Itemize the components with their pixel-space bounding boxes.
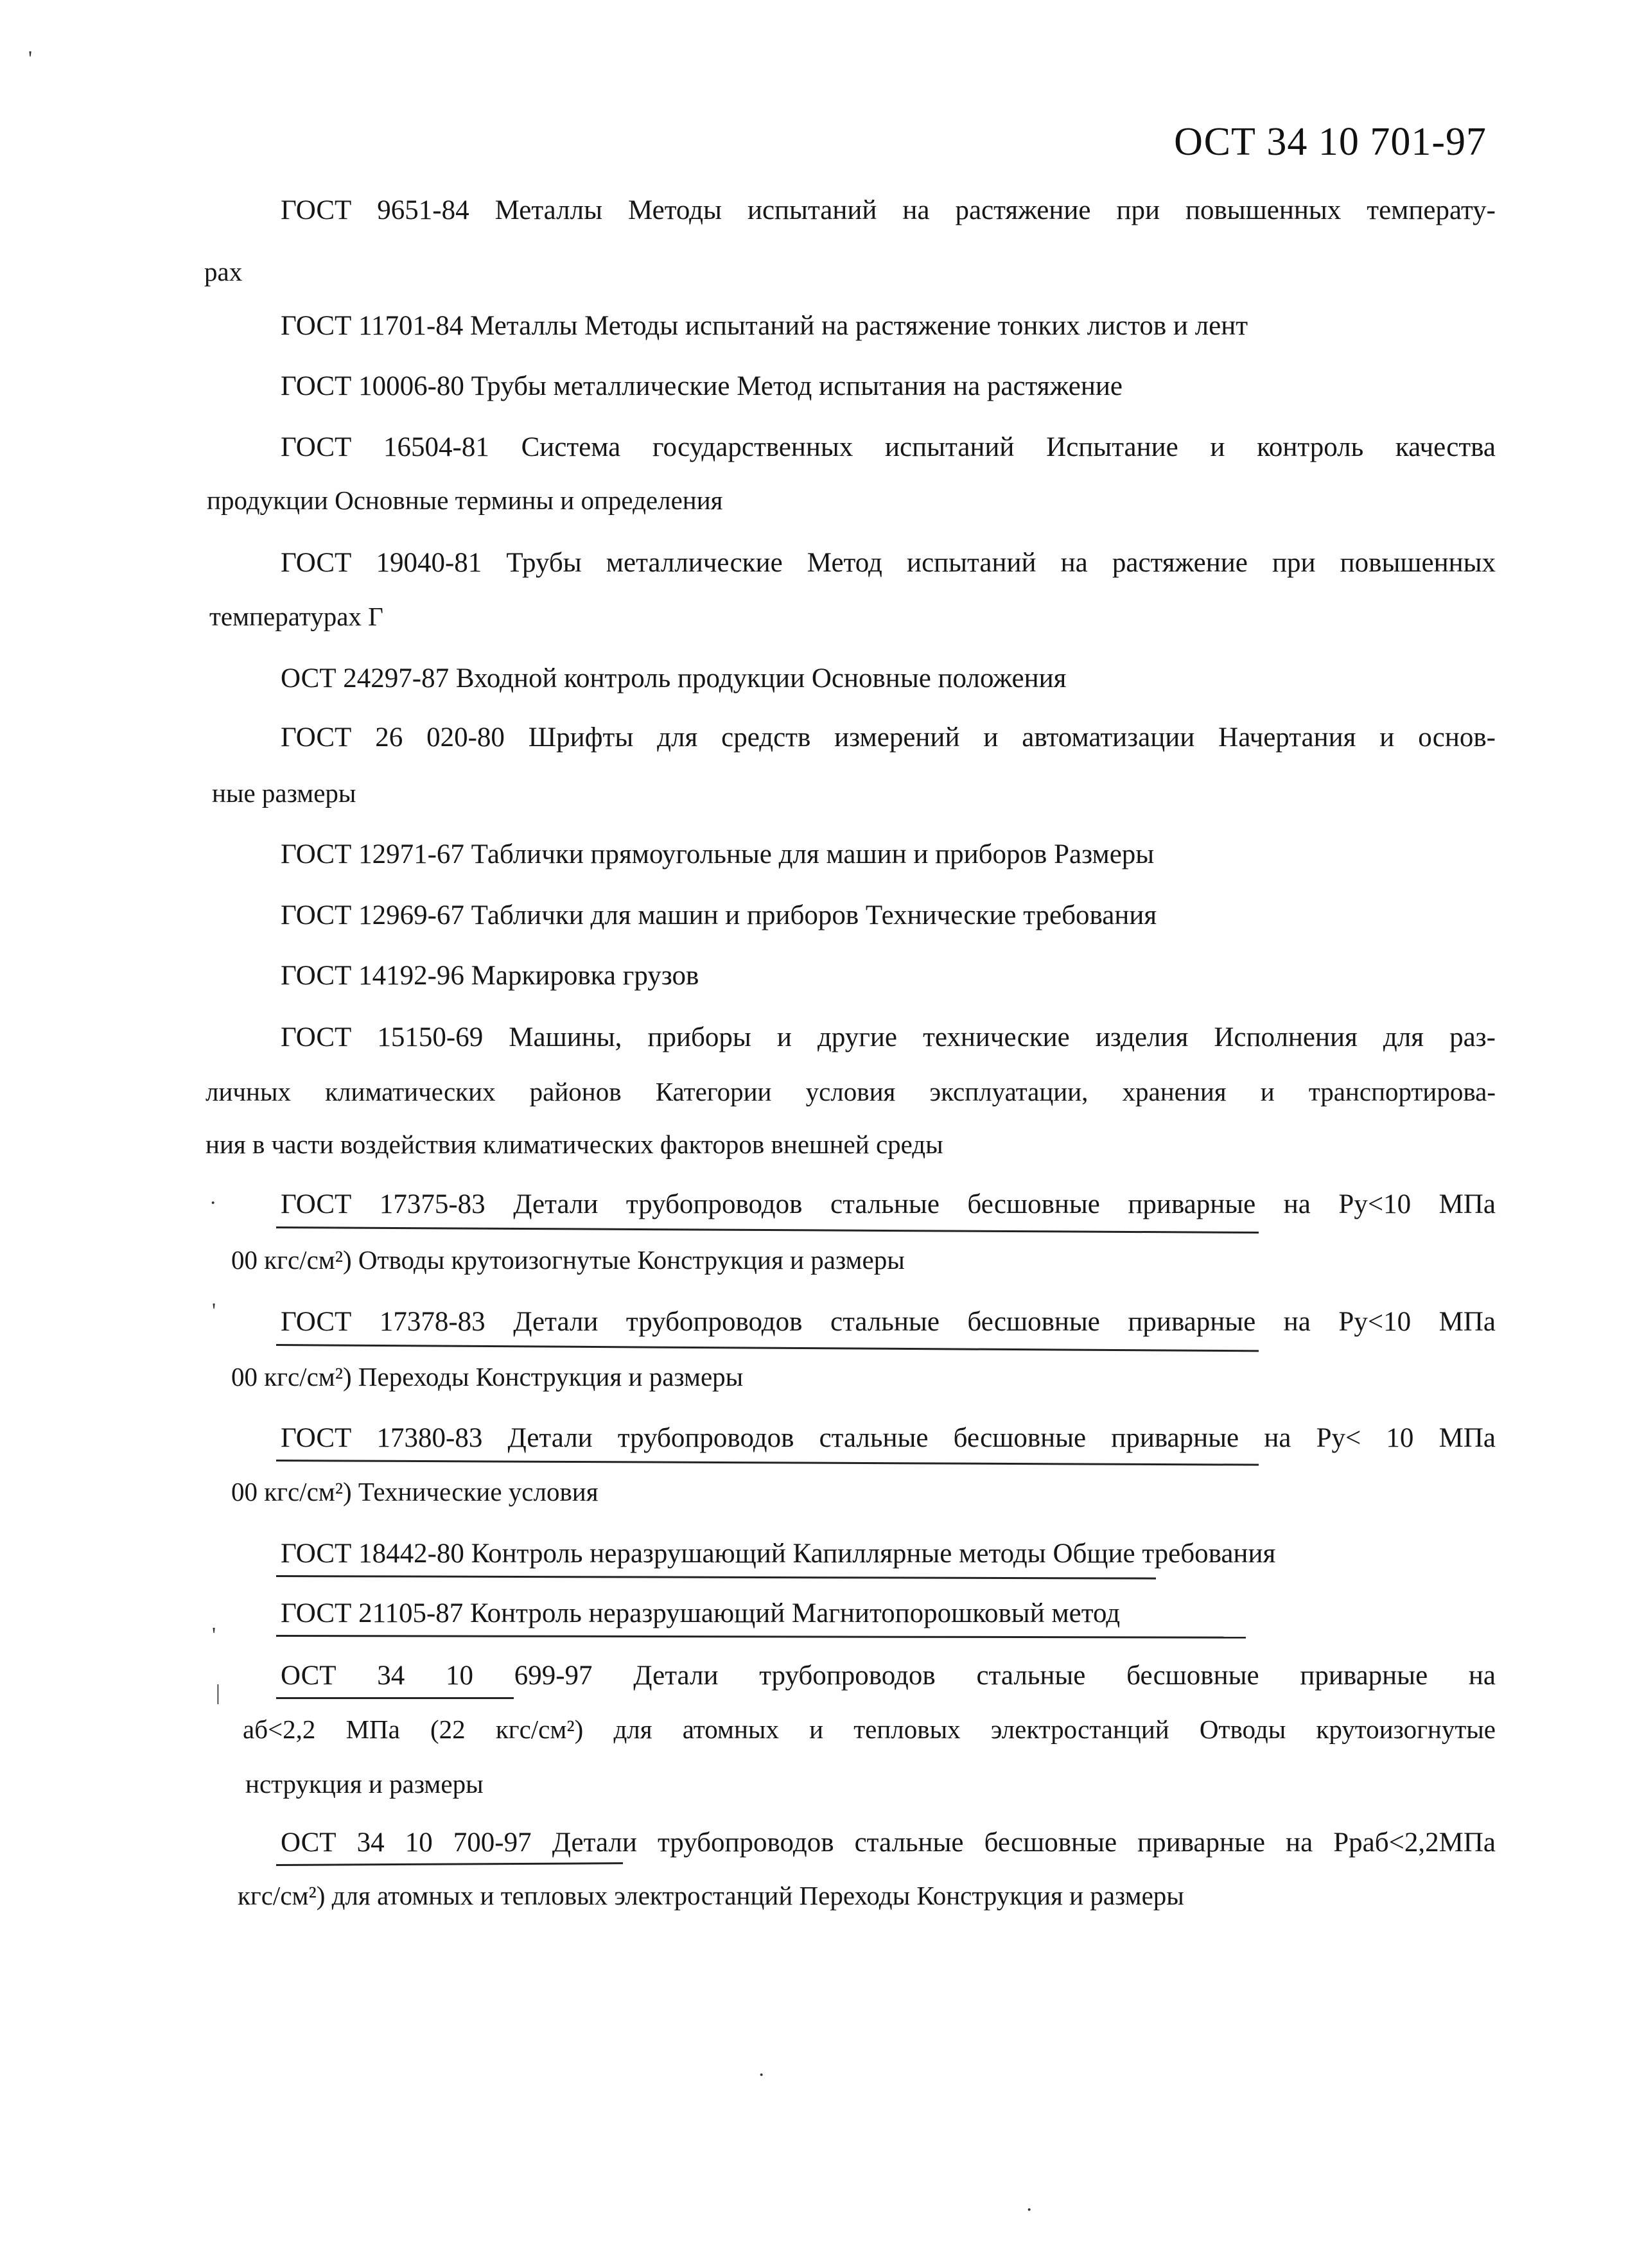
scan-speck: ' — [28, 47, 33, 71]
reference-line: ГОСТ 19040-81 Трубы металлические Метод испытаний на растяжение при повышенных — [281, 548, 1496, 578]
reference-continuation: ные размеры — [212, 778, 356, 808]
reference-continuation: 00 кгс/см²) Отводы крутоизогнутые Конструкция и размеры — [231, 1245, 905, 1275]
reference-line: ГОСТ 12969-67 Таблички для машин и приборов Технические требования — [281, 900, 1157, 930]
reference-line: ГОСТ 21105-87 Контроль неразрушающий Магнитопорошковый метод — [281, 1598, 1121, 1628]
reference-line: ГОСТ 14192-96 Маркировка грузов — [281, 961, 699, 991]
handwritten-underline — [276, 1635, 1246, 1639]
reference-line: ГОСТ 17378-83 Детали трубопроводов стальные бесшовные приварные на Ру<10 МПа — [281, 1307, 1496, 1337]
reference-continuation: 00 кгс/см²) Технические условия — [231, 1477, 599, 1506]
reference-line: ГОСТ 15150-69 Машины, приборы и другие технические изделия Исполнения для раз- — [281, 1022, 1496, 1052]
reference-line: ГОСТ 17380-83 Детали трубопроводов стальные бесшовные приварные на Ру< 10 МПа — [281, 1423, 1496, 1453]
handwritten-underline — [276, 1697, 514, 1699]
reference-continuation: аб<2,2 МПа (22 кгс/см²) для атомных и тепловых электростанций Отводы крутоизогнутые — [243, 1714, 1496, 1744]
scan-speck: · — [758, 2063, 765, 2087]
document-code: ОСТ 34 10 701-97 — [1174, 120, 1487, 164]
reference-continuation: температурах Г — [209, 602, 383, 631]
handwritten-underline — [276, 1344, 1259, 1352]
handwritten-underline — [276, 1575, 1156, 1580]
reference-line: ГОСТ 11701-84 Металлы Методы испытаний на растяжение тонких листов и лент — [281, 311, 1248, 341]
reference-line: ГОСТ 10006-80 Трубы металлические Метод испытания на растяжение — [281, 371, 1123, 401]
reference-continuation: 00 кгс/см²) Переходы Конструкция и размеры — [231, 1362, 744, 1391]
reference-continuation: ния в части воздействия климатических факторов внешней среды — [206, 1130, 943, 1159]
reference-line: ГОСТ 16504-81 Система государственных испытаний Испытание и контроль качества — [281, 432, 1496, 462]
reference-continuation: кгс/см²) для атомных и тепловых электростанций Переходы Конструкция и размеры — [238, 1881, 1184, 1910]
reference-line: ГОСТ 26 020-80 Шрифты для средств измерений и автоматизации Начертания и основ- — [281, 722, 1496, 753]
reference-continuation: продукции Основные термины и определения — [207, 485, 723, 515]
reference-line: ОСТ 24297-87 Входной контроль продукции Основные положения — [281, 663, 1067, 693]
reference-continuation: личных климатических районов Категории условия эксплуатации, хранения и транспортирова- — [206, 1077, 1496, 1106]
scan-speck: ' — [212, 1299, 216, 1323]
scan-speck: · — [1026, 2198, 1033, 2222]
scan-speck: ' — [212, 1623, 216, 1647]
reference-line: ГОСТ 18442-80 Контроль неразрушающий Капиллярные методы Общие требования — [281, 1539, 1276, 1569]
reference-continuation: рах — [204, 257, 243, 286]
handwritten-underline — [276, 1460, 1259, 1466]
handwritten-underline — [276, 1226, 1259, 1234]
reference-line: ГОСТ 17375-83 Детали трубопроводов стальные бесшовные приварные на Ру<10 МПа — [281, 1189, 1496, 1219]
reference-continuation: нструкция и размеры — [245, 1769, 484, 1799]
handwritten-underline — [276, 1862, 623, 1866]
scan-speck: | — [216, 1681, 220, 1705]
reference-line: ГОСТ 12971-67 Таблички прямоугольные для машин и приборов Размеры — [281, 839, 1155, 869]
reference-line: ГОСТ 9651-84 Металлы Методы испытаний на растяжение при повышенных температу- — [281, 195, 1496, 225]
scan-speck: · — [209, 1191, 217, 1215]
reference-line: ОСТ 34 10 700-97 Детали трубопроводов стальные бесшовные приварные на Рраб<2,2МПа — [281, 1827, 1496, 1858]
reference-line: ОСТ 34 10 699-97 Детали трубопроводов стальные бесшовные приварные на — [281, 1661, 1496, 1691]
